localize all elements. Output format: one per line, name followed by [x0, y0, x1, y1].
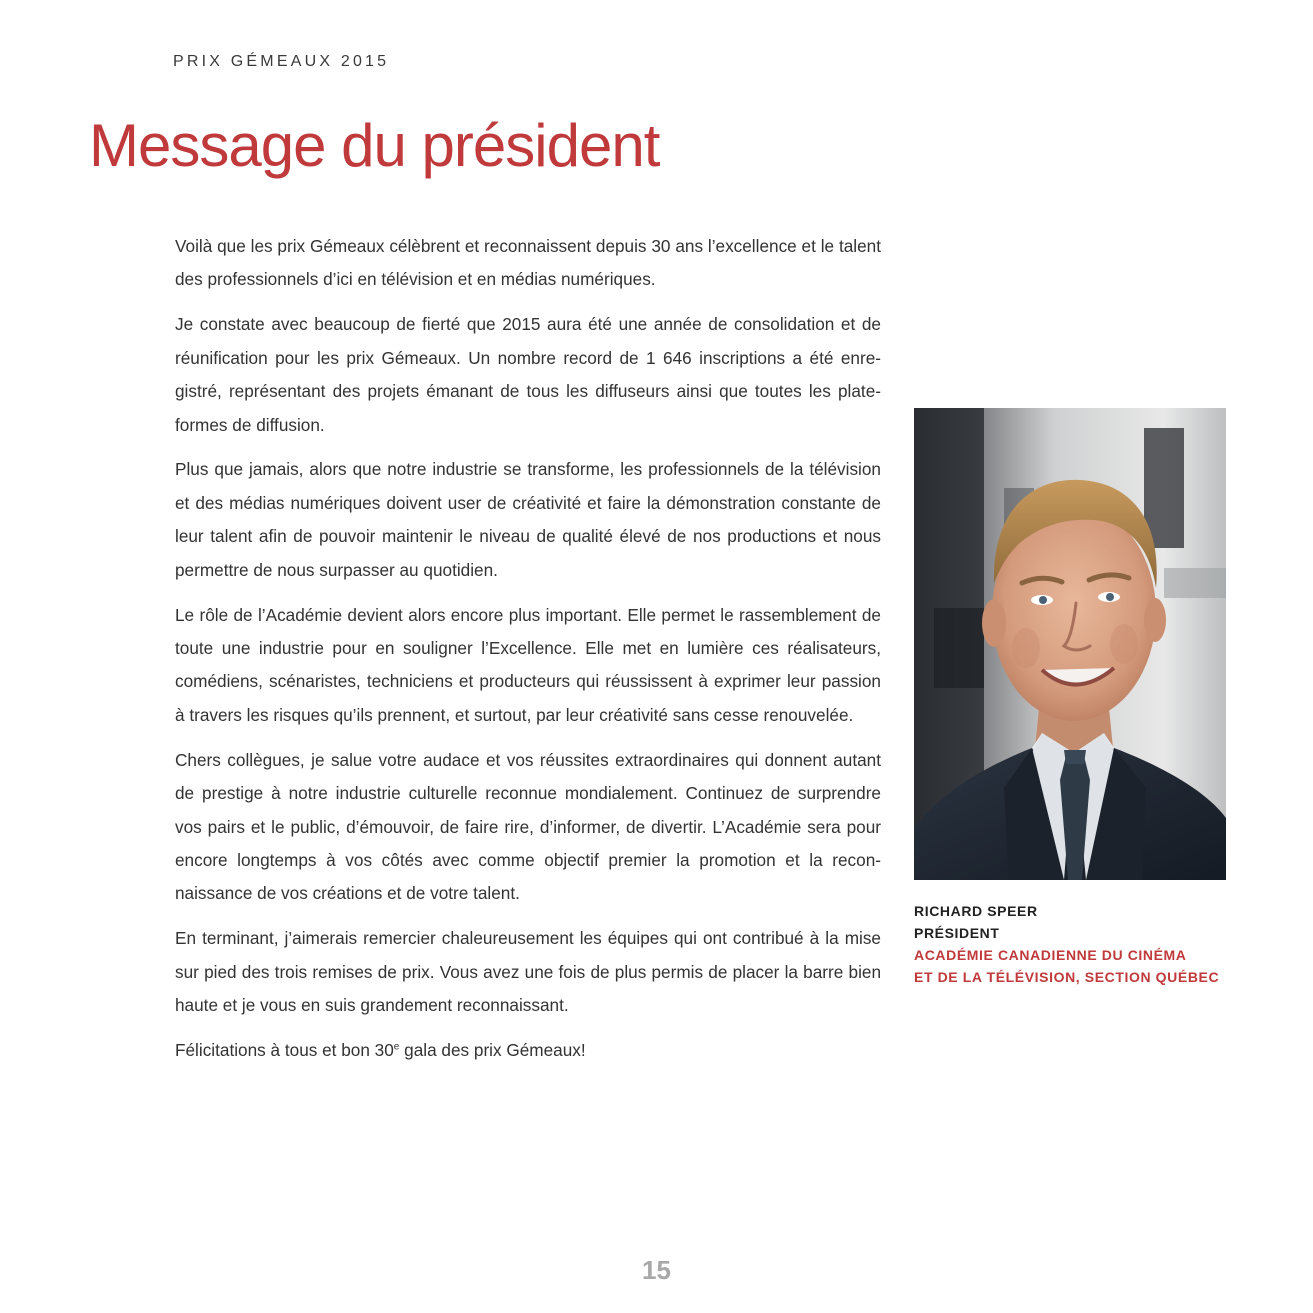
caption-organization-line-2: ET DE LA TÉLÉVISION, SECTION QUÉBEC	[914, 969, 1220, 985]
paragraph: Voilà que les prix Gémeaux célèbrent et reconnaissent depuis 30 ans l’excellence et le talent des professionnels d’ici en télévision et en médias numériques.	[175, 236, 881, 290]
paragraph: Plus que jamais, alors que notre industrie se transforme, les professionnels de la télévision et des médias numériques doivent user de créativité et faire la démonstration constante de leur talent afin de pouvoir maintenir le niveau de qualité élevé de nos productions et nous permettre de nous surpasser au quotidien.	[175, 459, 881, 580]
paragraph: Je constate avec beaucoup de fierté que 2015 aura été une année de consolidation et de réunification pour les prix Gémeaux. Un nombre record de 1 646 inscriptions a été enregistré, représentant des projets émanant de tous les diffuseurs ainsi que toutes les plateformes de diffusion.	[175, 314, 881, 435]
closing-text-start: Félicitations à tous et bon 30	[175, 1039, 394, 1060]
closing-text-end: gala des prix Gémeaux!	[399, 1039, 586, 1060]
paragraph: Le rôle de l’Académie devient alors encore plus important. Elle permet le rassemblement de toute une industrie pour en souligner l’Excellence. Elle met en lumière ces réalisateurs, comédiens, scénaristes, techniciens et producteurs qui réussissent à exprimer leur passion à travers les risques qu’ils prennent, et surtout, par leur créativité sans cesse renouvelée.	[175, 604, 881, 725]
page-number: 15	[642, 1255, 671, 1285]
portrait-photo	[914, 408, 1226, 880]
closing-line	[175, 1034, 881, 1067]
document-header-label: PRIX GÉMEAUX 2015	[173, 53, 390, 70]
caption-organization-line-1: ACADÉMIE CANADIENNE DU CINÉMA	[914, 947, 1187, 963]
portrait-caption	[914, 900, 1234, 988]
message-body	[175, 230, 881, 1079]
paragraph: En terminant, j’aimerais remercier chaleureusement les équipes qui ont contribué à la mise sur pied des trois remises de prix. Vous avez une fois de plus permis de placer la barre bien haute et je vous en suis grandement reconnaissant.	[175, 928, 881, 1016]
caption-role: PRÉSIDENT	[914, 925, 1000, 941]
caption-name: RICHARD SPEER	[914, 903, 1038, 919]
paragraph: Chers collègues, je salue votre audace et vos réussites extraordinaires qui donnent autant de prestige à notre industrie culturelle reconnue mondialement. Continuez de surprendre vos pairs et le public, d’émouvoir, de faire rire, d’informer, de divertir. L’Académie sera pour encore longtemps à vos côtés avec comme objectif premier la promotion et la reconnaissance de vos créations et de votre talent.	[175, 749, 881, 904]
page-title: Message du président	[89, 112, 660, 179]
ordinal-superscript: e	[393, 1041, 400, 1053]
